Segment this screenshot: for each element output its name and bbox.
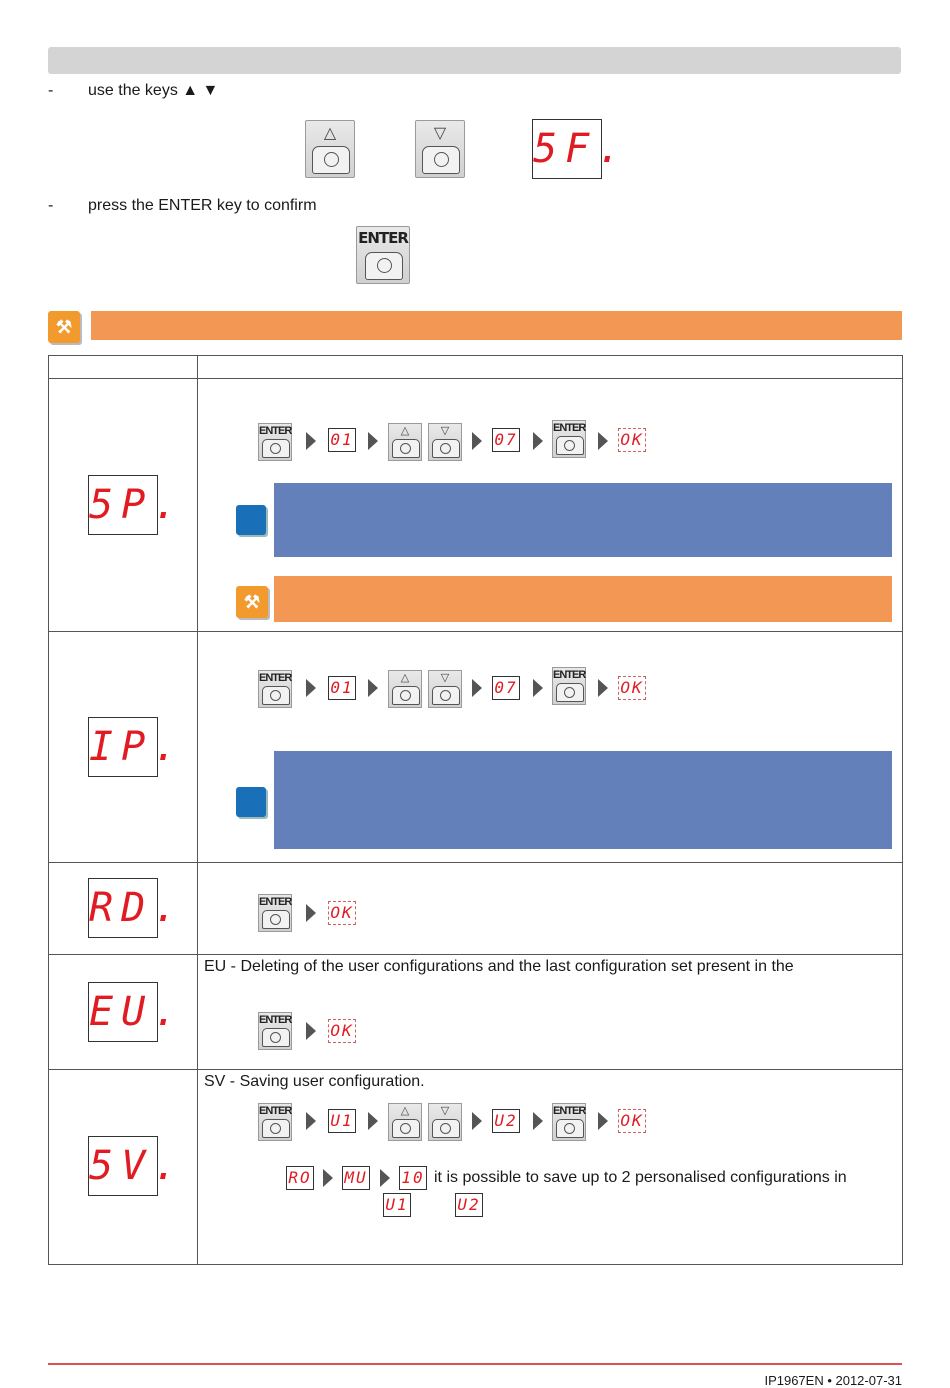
display-rd: RD.: [88, 878, 158, 938]
display-07: 07: [492, 676, 520, 700]
table-divider: [197, 355, 198, 1265]
enter-label: ENTER: [553, 1105, 586, 1117]
arrow-icon: [306, 904, 316, 922]
enter-key-small: [258, 894, 292, 932]
arrow-icon: [306, 679, 316, 697]
up-arrow-icon: △: [400, 425, 410, 437]
table-row-line: [48, 1069, 903, 1070]
button-icon: [556, 1119, 584, 1138]
enter-key-small: [552, 420, 586, 458]
instruction-enter: press the ENTER key to confirm: [88, 197, 317, 214]
down-key-small: [428, 670, 462, 708]
display-ro: RO: [286, 1166, 314, 1190]
down-arrow-icon: ▽: [440, 672, 450, 684]
display-u2: U2: [492, 1109, 520, 1133]
footer-divider: [48, 1363, 902, 1365]
button-icon: [392, 686, 420, 705]
arrow-icon: [323, 1169, 333, 1187]
arrow-icon: [598, 432, 608, 450]
table-row-line: [48, 954, 903, 955]
arrow-icon: [472, 679, 482, 697]
display-u1: U1: [328, 1109, 356, 1133]
display-u1: U1: [383, 1193, 411, 1217]
button-icon: [365, 252, 403, 280]
up-arrow-icon: △: [323, 125, 337, 142]
bullet-dash: -: [48, 82, 54, 99]
button-icon: [432, 439, 460, 458]
display-10: 10: [399, 1166, 427, 1190]
down-key-small: [428, 423, 462, 461]
display-01: 01: [328, 676, 356, 700]
enter-key-small: [552, 667, 586, 705]
button-icon: [262, 686, 290, 705]
tool-icon: ⚒: [48, 311, 80, 343]
enter-key-small: [258, 1103, 292, 1141]
arrow-icon: [306, 1112, 316, 1130]
document-id: IP1967EN • 2012-07-31: [764, 1373, 902, 1388]
display-ip: IP.: [88, 717, 158, 777]
arrow-icon: [598, 1112, 608, 1130]
bullet-dash: -: [48, 197, 54, 214]
arrow-icon: [533, 1112, 543, 1130]
up-key-small: [388, 1103, 422, 1141]
enter-label: ENTER: [259, 1105, 292, 1117]
instruction-use-keys: use the keys ▲ ▼: [88, 82, 219, 99]
enter-label: ENTER: [358, 229, 408, 247]
display-07: 07: [492, 428, 520, 452]
enter-label: ENTER: [553, 422, 586, 434]
display-ok: OK: [618, 676, 646, 700]
table-row-line: [48, 862, 903, 863]
arrow-icon: [306, 432, 316, 450]
arrow-icon: [306, 1022, 316, 1040]
sv-note: it is possible to save up to 2 personalised configurations in: [434, 1169, 847, 1186]
sv-description: SV - Saving user configuration.: [204, 1073, 425, 1090]
display-ok: OK: [328, 901, 356, 925]
arrow-icon: [533, 432, 543, 450]
eu-description: EU - Deleting of the user configurations and the last configuration set present in the: [204, 958, 794, 975]
down-arrow-icon: ▽: [433, 125, 447, 142]
table-row-line: [48, 378, 903, 379]
table-row-line: [48, 631, 903, 632]
arrow-icon: [380, 1169, 390, 1187]
button-icon: [262, 1119, 290, 1138]
info-note-box: [274, 483, 892, 557]
button-icon: [262, 910, 290, 929]
button-icon: [312, 146, 350, 174]
display-sv: 5V.: [88, 1136, 158, 1196]
down-arrow-icon: ▽: [440, 1105, 450, 1117]
arrow-icon: [533, 679, 543, 697]
down-key-small: [428, 1103, 462, 1141]
button-icon: [432, 1119, 460, 1138]
enter-key-small: [552, 1103, 586, 1141]
section-title-bar: [91, 311, 902, 340]
enter-label: ENTER: [259, 425, 292, 437]
enter-label: ENTER: [259, 1014, 292, 1026]
display-ok: OK: [618, 1109, 646, 1133]
button-icon: [392, 1119, 420, 1138]
enter-key-small: [258, 423, 292, 461]
arrow-icon: [472, 1112, 482, 1130]
display-sf: 5F.: [532, 119, 602, 179]
tool-icon: ⚒: [236, 586, 268, 618]
display-u2: U2: [455, 1193, 483, 1217]
enter-label: ENTER: [553, 669, 586, 681]
arrow-icon: [598, 679, 608, 697]
arrow-icon: [368, 1112, 378, 1130]
display-ok: OK: [618, 428, 646, 452]
down-arrow-icon: ▽: [440, 425, 450, 437]
up-key: [305, 120, 355, 178]
display-ok: OK: [328, 1019, 356, 1043]
display-sp: 5P.: [88, 475, 158, 535]
display-eu: EU.: [88, 982, 158, 1042]
enter-key: [356, 226, 410, 284]
enter-label: ENTER: [259, 672, 292, 684]
display-mu: MU: [342, 1166, 370, 1190]
button-icon: [392, 439, 420, 458]
button-icon: [262, 439, 290, 458]
up-key-small: [388, 423, 422, 461]
up-key-small: [388, 670, 422, 708]
enter-key-small: [258, 1012, 292, 1050]
down-key: [415, 120, 465, 178]
button-icon: [556, 683, 584, 702]
enter-label: ENTER: [259, 896, 292, 908]
arrow-icon: [472, 432, 482, 450]
button-icon: [432, 686, 460, 705]
button-icon: [422, 146, 460, 174]
info-icon: [236, 787, 266, 817]
up-arrow-icon: △: [400, 1105, 410, 1117]
section-header-bar: [48, 47, 901, 74]
arrow-icon: [368, 679, 378, 697]
info-note-box: [274, 751, 892, 849]
button-icon: [556, 436, 584, 455]
info-icon: [236, 505, 266, 535]
button-icon: [262, 1028, 290, 1047]
arrow-icon: [368, 432, 378, 450]
enter-key-small: [258, 670, 292, 708]
display-01: 01: [328, 428, 356, 452]
up-arrow-icon: △: [400, 672, 410, 684]
warning-note-box: [274, 576, 892, 622]
